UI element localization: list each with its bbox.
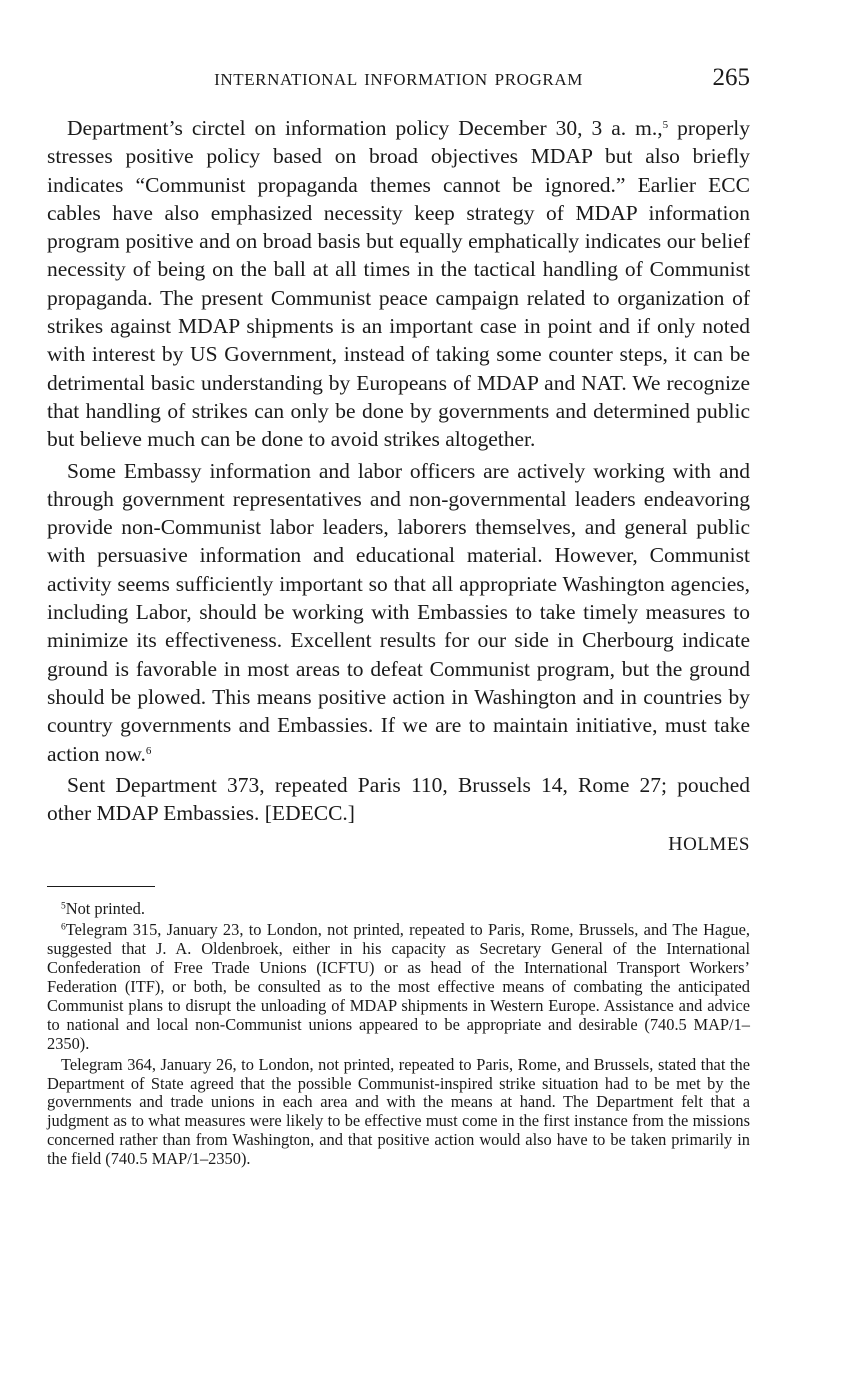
body-paragraph-3 — [47, 771, 750, 828]
footnote-6-text: Telegram 315, January 23, to London, not printed, repeated to Paris, Rome, Brussels, and The Hague, suggested that J. A. Oldenbroek, either in his capacity as Secretary General of the International Confederation of Free Trade Unions (ICFTU) or as head of the International Transport Workers’ Federation (ITF), or both, be consulted as to the most effective means of combating the anticipated Communist plans to disrupt the unloading of MDAP shipments in Western Europe. Assistance and advice to national and local non-Communist unions appeared to be appropriate and desirable (740.5 MAP/1–2350). — [47, 920, 750, 1053]
signature — [47, 830, 750, 858]
document-page — [47, 62, 750, 1169]
paragraph-3-text: Sent Department 373, repeated Paris 110, Brussels 14, Rome 27; pouched other MDAP Embassies. [EDECC.] — [47, 772, 750, 826]
footnotes — [47, 900, 750, 1169]
footnote-6-continued — [47, 1056, 750, 1169]
footnote-5 — [47, 900, 750, 919]
paragraph-1-text-start: Department’s circtel on information policy December 30, 3 a. m., — [67, 116, 663, 140]
paragraph-2-text: Some Embassy information and labor officers are actively working with and through government representatives and non-governmental leaders endeavoring provide non-Communist labor leaders, laborers themselves, and general public with persuasive information and educational material. However, Communist activity seems sufficiently important so that all appropriate Washington agencies, including Labor, should be working with Embassies to take timely measures to minimize its effectiveness. Excellent results for our side in Cherbourg indicate ground is favorable in most areas to defeat Communist program, but the ground should be plowed. This means positive action in Washington and in countries by country governments and Embassies. If we are to maintain initiative, must take action now. — [47, 458, 750, 766]
signature-rest: OLMES — [683, 834, 750, 856]
footnote-6-marker: 6 — [61, 922, 66, 933]
page-number: 265 — [712, 64, 750, 91]
body-paragraph-1 — [47, 114, 750, 454]
running-title: INTERNATIONAL INFORMATION PROGRAM — [214, 70, 583, 89]
running-header — [47, 62, 750, 96]
footnote-divider — [47, 886, 155, 887]
footnote-5-marker: 5 — [61, 901, 66, 912]
footnote-5-text: Not printed. — [65, 899, 145, 919]
body-paragraph-2 — [47, 457, 750, 768]
footnote-6-continued-text: Telegram 364, January 26, to London, not printed, repeated to Paris, Rome, and Brussels, stated that the Department of State agreed that the possible Communist-inspired strike situation had to be met by the governments and trade unions in each area and with the means at hand. The Department felt that a judgment as to what measures were likely to be effective must come in the first instance from the missions concerned rather than from Washington, and that positive action would also have to be taken primarily in the field (740.5 MAP/1–2350). — [47, 1054, 750, 1169]
footnote-6 — [47, 921, 750, 1053]
paragraph-1-text-end: properly stresses positive policy based on broad objectives MDAP but also briefly indicates “Communist propaganda themes cannot be ignored.” Earlier ECC cables have also emphasized necessity keep strategy of MDAP information program positive and on broad basis but equally emphatically indicates our belief necessity of being on the ball at all times in the tactical handling of Communist propaganda. The present Communist peace campaign related to organization of strikes against MDAP shipments is an important case in point and if only noted with interest by US Government, instead of taking some counter steps, it can be detrimental basic understanding by Europeans of MDAP and NAT. We recognize that handling of strikes can only be done by governments and determined public but believe much can be done to avoid strikes altogether. — [47, 116, 750, 452]
footnote-reference-5: 5 — [662, 118, 669, 131]
signature-initial: H — [668, 833, 684, 856]
body-text — [47, 114, 750, 858]
footnote-reference-6: 6 — [145, 744, 152, 757]
